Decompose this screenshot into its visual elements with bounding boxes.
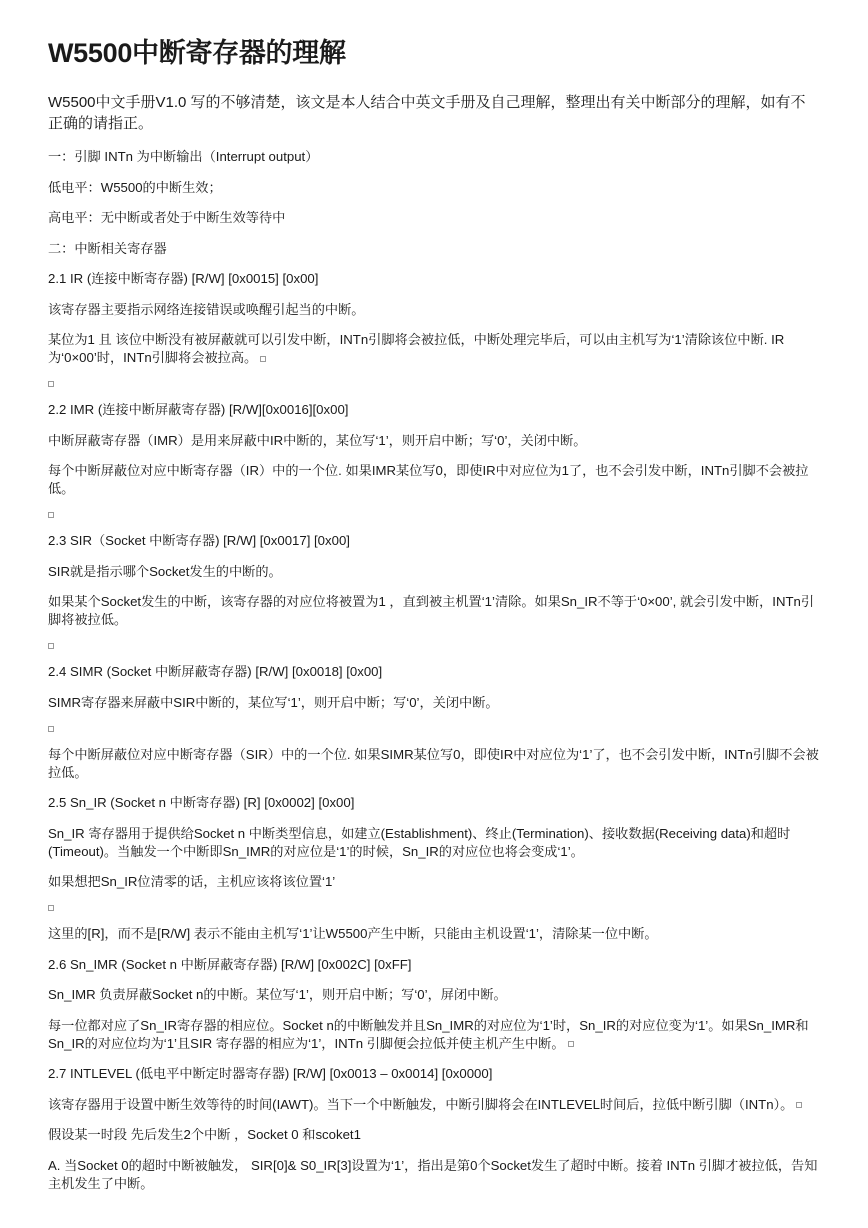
placeholder-glyph xyxy=(568,1041,574,1047)
paragraph-text: 该寄存器用于设置中断生效等待的时间(IAWT)。当下一个中断触发，中断引脚将会在INTLEVEL时间后，拉低中断引脚（INTn）。 xyxy=(48,1096,794,1112)
section-heading: 2.6 Sn_IMR (Socket n 中断屏蔽寄存器) [R/W] [0x002C] [0xFF] xyxy=(48,956,412,972)
blank-line xyxy=(48,904,820,913)
intro-paragraph: W5500中文手册V1.0 写的不够清楚，该文是本人结合中英文手册及自己理解，整理出有关中断部分的理解，如有不正确的请指正。 xyxy=(48,94,806,132)
section-heading: 2.3 SIR（Socket 中断寄存器) [R/W] [0x0017] [0x00] xyxy=(48,533,350,548)
paragraph: 中断屏蔽寄存器（IMR）是用来屏蔽中IR中断的，某位写‘1’，则开启中断；写‘0’，关闭中断。 xyxy=(48,432,587,448)
placeholder-glyph xyxy=(48,905,54,911)
placeholder-glyph xyxy=(48,726,54,732)
paragraph-text: 某位为1 且 该位中断没有被屏蔽就可以引发中断，INTn引脚将会被拉低，中断处理完毕后，可以由主机写为‘1’清除该位中断. IR 为‘0×00’时，INTn引脚将会被拉高。 xyxy=(48,332,785,365)
placeholder-glyph xyxy=(48,643,54,649)
paragraph: SIR就是指示哪个Socket发生的中断的。 xyxy=(48,563,282,579)
section-heading: 2.4 SIMR (Socket 中断屏蔽寄存器) [R/W] [0x0018] [0x00] xyxy=(48,664,383,679)
section-heading: 2.1 IR (连接中断寄存器) [R/W] [0x0015] [0x00] xyxy=(48,271,319,286)
paragraph: SIMR寄存器来屏蔽中SIR中断的，某位写‘1’，则开启中断；写‘0’，关闭中断。 xyxy=(48,694,499,710)
article xyxy=(48,36,820,1205)
paragraph: 高电平：无中断或者处于中断生效等待中 xyxy=(48,210,286,225)
blank-line xyxy=(48,380,820,389)
paragraph: 低电平：W5500的中断生效； xyxy=(48,179,222,195)
paragraph: 假设某一时段 先后发生2个中断 ，Socket 0 和scoket1 xyxy=(48,1127,361,1142)
paragraph: 二：中断相关寄存器 xyxy=(48,240,167,256)
paragraph: 每个中断屏蔽位对应中断寄存器（IR）中的一个位. 如果IMR某位写0，即使IR中对应位为1了，也不会引发中断，INTn引脚不会被拉低。 xyxy=(48,463,809,496)
blank-line xyxy=(48,511,820,520)
section-heading: 2.7 INTLEVEL (低电平中断定时器寄存器) [R/W] [0x0013 – 0x0014] [0x0000] xyxy=(48,1066,493,1081)
placeholder-glyph xyxy=(48,381,54,387)
paragraph: 如果某个Socket发生的中断，该寄存器的对应位将被置为1 ，直到被主机置‘1’清除。如果Sn_IR不等于‘0×00’, 就会引发中断，INTn引脚将被拉低。 xyxy=(48,594,815,627)
placeholder-glyph xyxy=(796,1102,802,1108)
paragraph xyxy=(48,1017,820,1053)
paragraph-text: 每一位都对应了Sn_IR寄存器的相应位。Socket n的中断触发并且Sn_IMR的对应位为‘1’时，Sn_IR的对应位变为‘1’。如果Sn_IMR和Sn_IR的对应位均为‘1’且SIR 寄存器的相应为‘1’，INTn 引脚便会拉低并使主机产生中断。 xyxy=(48,1017,809,1051)
paragraph: Sn_IMR 负责屏蔽Socket n的中断。某位写‘1’，则开启中断；写‘0’，屏闭中断。 xyxy=(48,987,507,1002)
paragraph: 这里的[R]，而不是[R/W] 表示不能由主机写‘1’让W5500产生中断，只能由主机设置‘1’，清除某一位中断。 xyxy=(48,926,658,941)
section-heading: 2.5 Sn_IR (Socket n 中断寄存器) [R] [0x0002] [0x00] xyxy=(48,795,355,810)
section-heading: 2.2 IMR (连接中断屏蔽寄存器) [R/W][0x0016][0x00] xyxy=(48,402,349,417)
paragraph xyxy=(48,331,820,367)
placeholder-glyph xyxy=(48,512,54,518)
paragraph: 该寄存器主要指示网络连接错误或唤醒引起当的中断。 xyxy=(48,301,365,317)
placeholder-glyph xyxy=(260,356,266,362)
page-title: W5500中断寄存器的理解 xyxy=(48,38,346,68)
blank-line xyxy=(48,642,820,651)
paragraph: 每个中断屏蔽位对应中断寄存器（SIR）中的一个位. 如果SIMR某位写0，即使IR中对应位为‘1’了，也不会引发中断，INTn引脚不会被拉低。 xyxy=(48,746,819,780)
paragraph xyxy=(48,1096,820,1114)
paragraph: Sn_IR 寄存器用于提供给Socket n 中断类型信息，如建立(Establishment)、终止(Termination)、接收数据(Receiving data)和超时(Timeout)。当触发一个中断即Sn_IMR的对应位是‘1’的时候，Sn_IR的对应位也将会变成‘1’。 xyxy=(48,825,791,859)
paragraph: 一：引脚 INTn 为中断输出（Interrupt output） xyxy=(48,149,319,164)
blank-line xyxy=(48,724,820,733)
paragraph: A. 当Socket 0的超时中断被触发， SIR[0]& S0_IR[3]设置为‘1’，指出是第0个Socket发生了超时中断。接着 INTn 引脚才被拉低，告知主机发生了中断。 xyxy=(48,1157,818,1191)
paragraph: 如果想把Sn_IR位清零的话，主机应该将该位置‘1’ xyxy=(48,874,336,889)
